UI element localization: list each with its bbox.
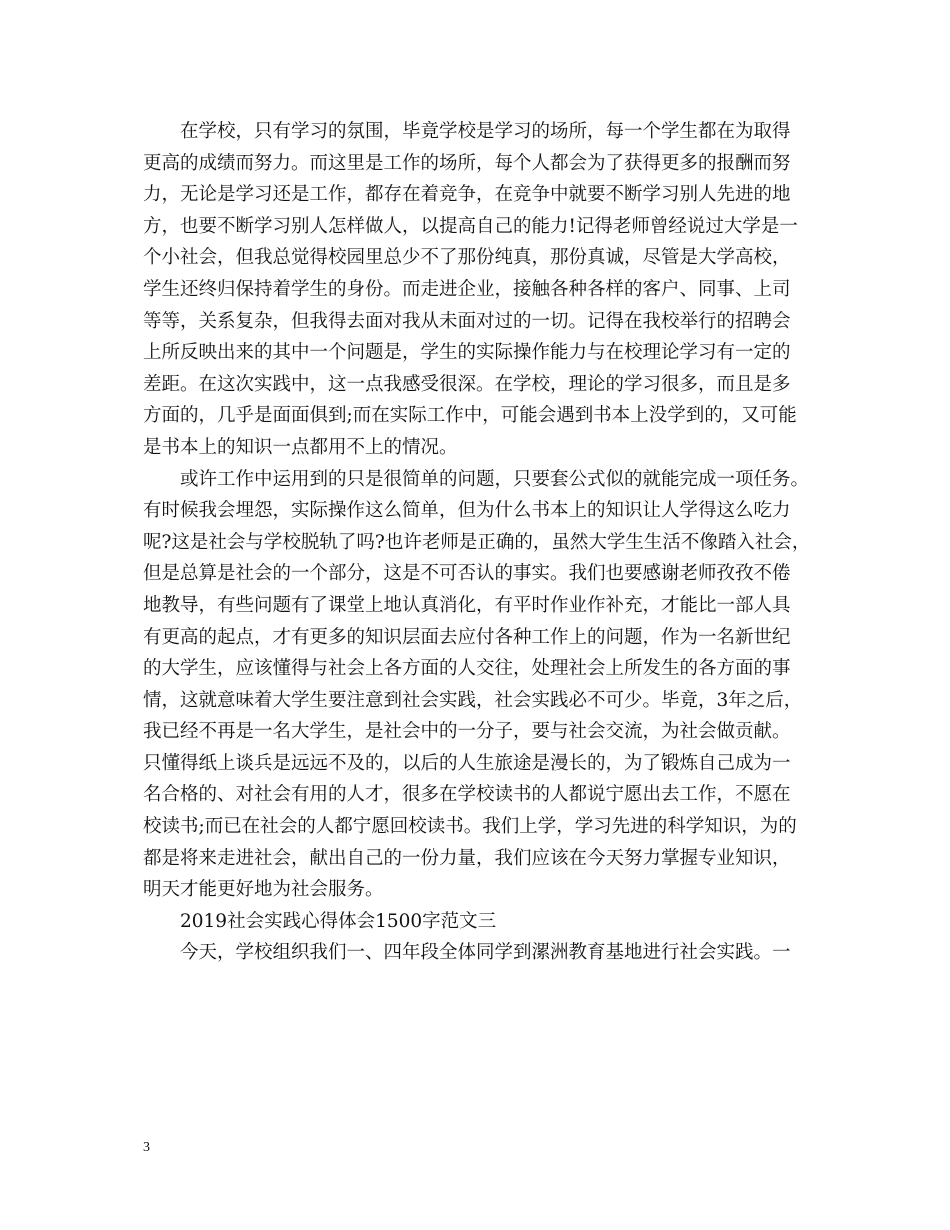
text-line: 地教导，有些问题有了课堂上地认真消化，有平时作业作补充，才能比一部人具 — [143, 594, 791, 616]
text-line: 的大学生，应该懂得与社会上各方面的人交往，处理社会上所发生的各方面的事 — [143, 658, 791, 680]
text-line: 学生还终归保持着学生的身份。而走进企业，接触各种各样的客户、同事、上司 — [143, 278, 791, 300]
text-line: 呢?这是社会与学校脱轨了吗?也许老师是正确的，虽然大学生生活不像踏入社会， — [143, 531, 811, 553]
text-line: 情，这就意味着大学生要注意到社会实践，社会实践必不可少。毕竟，3年之后， — [143, 689, 803, 711]
text-line: 只懂得纸上谈兵是远远不及的，以后的人生旅途是漫长的，为了锻炼自己成为一 — [143, 752, 791, 774]
text-line: 差距。在这次实践中，这一点我感受很深。在学校，理论的学习很多，而且是多 — [143, 373, 791, 395]
text-line: 有时候我会埋怨，实际操作这么简单，但为什么书本上的知识让人学得这么吃力 — [143, 500, 791, 522]
section-heading: 2019社会实践心得体会1500字范文三 — [180, 910, 497, 932]
text-line: 方，也要不断学习别人怎样做人，以提高自己的能力!记得老师曾经说过大学是一 — [143, 215, 798, 237]
text-line: 校读书;而已在社会的人都宁愿回校读书。我们上学，学习先进的科学知识，为的 — [143, 816, 797, 838]
page-number: 3 — [143, 1140, 150, 1155]
text-line: 更高的成绩而努力。而这里是工作的场所，每个人都会为了获得更多的报酬而努 — [143, 152, 791, 174]
text-line: 名合格的、对社会有用的人才，很多在学校读书的人都说宁愿出去工作，不愿在 — [143, 784, 791, 806]
text-line: 个小社会，但我总觉得校园里总少不了那份纯真，那份真诚，尽管是大学高校， — [143, 247, 791, 269]
text-line: 但是总算是社会的一个部分，这是不可否认的事实。我们也要感谢老师孜孜不倦 — [143, 563, 791, 585]
text-line: 今天，学校组织我们一、四年段全体同学到漯洲教育基地进行社会实践。一 — [180, 942, 791, 964]
text-line: 我已经不再是一名大学生，是社会中的一分子，要与社会交流，为社会做贡献。 — [143, 721, 791, 743]
text-line: 是书本上的知识一点都用不上的情况。 — [143, 436, 458, 458]
text-line: 力，无论是学习还是工作，都存在着竞争，在竞争中就要不断学习别人先进的地 — [143, 184, 791, 206]
text-line: 在学校，只有学习的氛围，毕竟学校是学习的场所，每一个学生都在为取得 — [180, 121, 791, 142]
text-line: 方面的，几乎是面面俱到;而在实际工作中，可能会遇到书本上没学到的，又可能 — [143, 405, 797, 427]
text-line: 等等，关系复杂，但我得去面对我从未面对过的一切。记得在我校举行的招聘会 — [143, 310, 791, 332]
text-line: 明天才能更好地为社会服务。 — [143, 879, 384, 901]
body-text — [143, 116, 813, 969]
text-line: 上所反映出来的其中一个问题是，学生的实际操作能力与在校理论学习有一定的 — [143, 342, 791, 364]
text-line: 或许工作中运用到的只是很简单的问题，只要套公式似的就能完成一项任务。 — [180, 468, 810, 490]
text-line: 有更高的起点，才有更多的知识层面去应付各种工作上的问题，作为一名新世纪 — [143, 626, 791, 648]
text-line: 都是将来走进社会，献出自己的一份力量，我们应该在今天努力掌握专业知识， — [143, 847, 791, 869]
